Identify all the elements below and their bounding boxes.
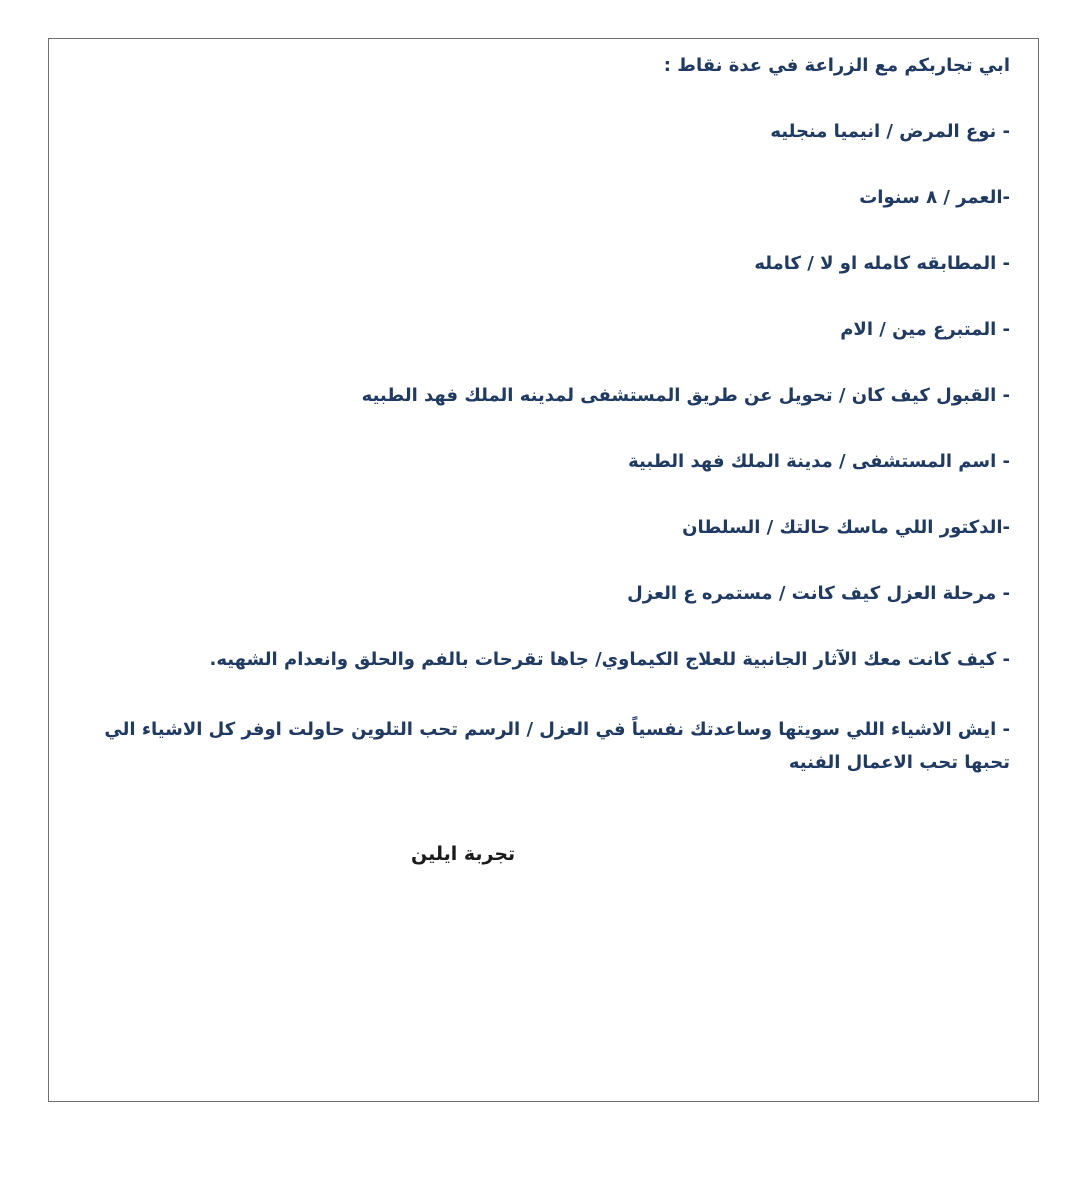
item-helpful-activities: - ايش الاشياء اللي سويتها وساعدتك نفسياً في العزل / الرسم تحب التلوين حاولت اوفر كل الاشياء الي تحبها تحب الاعمال الفنيه	[104, 719, 1010, 773]
document-heading: ابي تجاربكم مع الزراعة في عدة نقاط :	[663, 55, 1010, 76]
item-disease-type: - نوع المرض / انيميا منجليه	[770, 121, 1010, 142]
item-age: -العمر / ٨ سنوات	[859, 187, 1010, 208]
document-page	[48, 38, 1039, 1102]
item-hospital-name: - اسم المستشفى / مدينة الملك فهد الطبية	[628, 451, 1010, 472]
item-side-effects: - كيف كانت معك الآثار الجانبية للعلاج الكيماوي/ جاها تقرحات بالفم والحلق وانعدام الشهيه.	[209, 649, 1010, 670]
item-doctor: -الدكتور اللي ماسك حالتك / السلطان	[682, 517, 1010, 538]
document-signature: تجربة ايلين	[411, 843, 516, 865]
item-isolation-phase: - مرحلة العزل كيف كانت / مستمره ع العزل	[627, 583, 1010, 604]
item-match: - المطابقه كامله او لا / كامله	[754, 253, 1010, 274]
document-body	[90, 53, 1010, 779]
item-admission: - القبول كيف كان / تحويل عن طريق المستشفى لمدينه الملك فهد الطبيه	[361, 385, 1010, 406]
item-donor: - المتبرع مين / الام	[840, 319, 1010, 340]
